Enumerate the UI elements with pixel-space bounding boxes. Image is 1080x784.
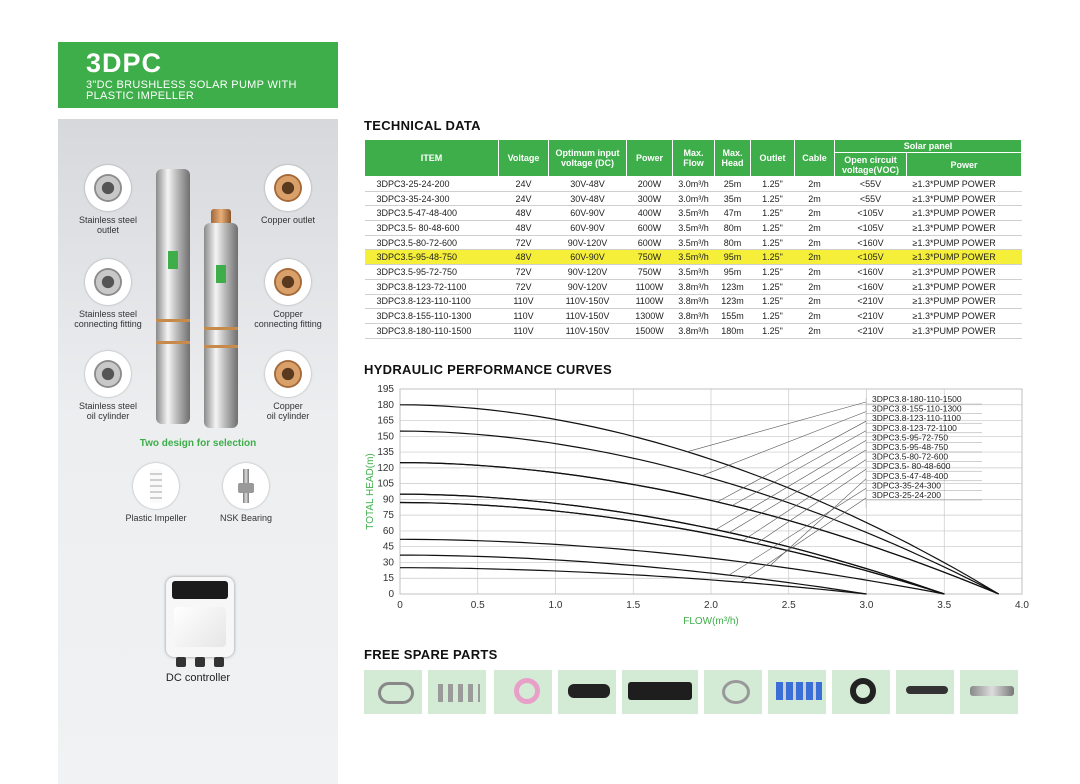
- performance-chart: [360, 380, 1040, 630]
- y-tick-label: 180: [377, 399, 394, 411]
- stainless-outlet-icon: [85, 165, 131, 211]
- table-cell: 3.8m³/h: [673, 309, 715, 324]
- nsk-bearing-icon: [223, 463, 269, 509]
- table-cell: <160V: [835, 279, 907, 294]
- table-row: [365, 177, 1022, 192]
- table-cell: 2m: [795, 309, 835, 324]
- table-cell: ≥1.3*PUMP POWER: [907, 206, 1022, 221]
- controller-label: DC controller: [165, 672, 231, 684]
- curves-title: HYDRAULIC PERFORMANCE CURVES: [364, 362, 612, 377]
- design-plastic-impeller: [118, 463, 194, 523]
- table-cell: 1.25": [751, 294, 795, 309]
- table-cell: 2m: [795, 323, 835, 338]
- table-cell: 1.25": [751, 265, 795, 280]
- table-cell: <210V: [835, 323, 907, 338]
- table-cell: 3.5m³/h: [673, 206, 715, 221]
- col-opt-voltage: Optimum input voltage (DC): [549, 140, 627, 177]
- dc-controller-icon: [166, 577, 234, 657]
- x-tick-label: 1.0: [548, 600, 563, 611]
- spare-part-tile: [896, 670, 954, 714]
- table-cell: <55V: [835, 177, 907, 192]
- table-cell: 2m: [795, 206, 835, 221]
- table-cell: 3.5m³/h: [673, 235, 715, 250]
- y-tick-label: 150: [377, 431, 394, 443]
- legend-entry: 3DPC3.8-180-110-1500: [872, 394, 962, 404]
- y-tick-label: 45: [382, 541, 394, 553]
- copper-outlet-icon: [265, 165, 311, 211]
- table-cell: 72V: [499, 265, 549, 280]
- table-cell: 2m: [795, 279, 835, 294]
- technical-table: [364, 139, 1022, 339]
- table-cell: <105V: [835, 206, 907, 221]
- table-cell: 60V-90V: [549, 221, 627, 236]
- table-cell: 90V-120V: [549, 279, 627, 294]
- part-label: Stainless steel oil cylinder: [78, 401, 138, 421]
- part-copper-cylinder: [248, 351, 328, 421]
- table-cell: 3.8m³/h: [673, 294, 715, 309]
- table-cell: 24V: [499, 177, 549, 192]
- table-row: [365, 309, 1022, 324]
- table-cell: 80m: [715, 235, 751, 250]
- design-label: Plastic Impeller: [125, 513, 187, 523]
- table-cell: 750W: [627, 265, 673, 280]
- table-cell: 47m: [715, 206, 751, 221]
- table-cell: 180m: [715, 323, 751, 338]
- spare-part-tile: [960, 670, 1018, 714]
- table-cell: 3DPC3.5-80-72-600: [365, 235, 499, 250]
- table-row: [365, 279, 1022, 294]
- table-cell: ≥1.3*PUMP POWER: [907, 279, 1022, 294]
- copper-fitting-icon: [265, 259, 311, 305]
- table-cell: ≥1.3*PUMP POWER: [907, 309, 1022, 324]
- table-cell: 2m: [795, 235, 835, 250]
- y-axis-label: TOTAL HEAD(m): [365, 453, 376, 530]
- legend-entry: 3DPC3.8-123-72-1100: [872, 422, 957, 433]
- table-cell: 3.5m³/h: [673, 250, 715, 265]
- y-tick-label: 90: [382, 494, 394, 506]
- product-panel: [58, 119, 338, 784]
- legend-entry: 3DPC3-25-24-200: [872, 490, 941, 500]
- table-cell: <210V: [835, 309, 907, 324]
- table-cell: 2m: [795, 265, 835, 280]
- chuck-icon: [970, 686, 1014, 696]
- table-cell: 750W: [627, 250, 673, 265]
- bolts-icon: [438, 684, 480, 702]
- heat-shrink-icon: [628, 682, 692, 700]
- product-subtitle: 3"DC BRUSHLESS SOLAR PUMP WITH PLASTIC IMPELLER: [86, 79, 297, 102]
- table-cell: 24V: [499, 191, 549, 206]
- table-row: [365, 221, 1022, 236]
- col-panel-power: Power: [907, 153, 1022, 177]
- table-cell: 1.25": [751, 177, 795, 192]
- table-cell: 3DPC3.8-123-110-1100: [365, 294, 499, 309]
- table-row: [365, 235, 1022, 250]
- part-label: Copper oil cylinder: [266, 401, 310, 421]
- table-row: [365, 265, 1022, 280]
- table-cell: 110V: [499, 294, 549, 309]
- part-label: Stainless steel connecting fitting: [74, 309, 142, 329]
- table-cell: 1100W: [627, 279, 673, 294]
- x-tick-label: 2.0: [704, 600, 718, 611]
- x-tick-label: 0: [397, 600, 403, 611]
- part-label: Copper outlet: [260, 215, 316, 225]
- part-label: Stainless steel outlet: [78, 215, 138, 235]
- table-cell: 3.8m³/h: [673, 323, 715, 338]
- table-cell: 110V-150V: [549, 323, 627, 338]
- col-cable: Cable: [795, 140, 835, 177]
- y-tick-label: 105: [377, 478, 394, 490]
- legend-entry: 3DPC3.5-95-72-750: [872, 432, 949, 443]
- table-cell: 3.5m³/h: [673, 265, 715, 280]
- x-tick-label: 4.0: [1015, 600, 1029, 611]
- table-cell: 110V-150V: [549, 309, 627, 324]
- table-cell: 123m: [715, 294, 751, 309]
- cable-joint-icon: [568, 684, 610, 698]
- y-tick-label: 15: [382, 573, 394, 585]
- spare-part-tile: [558, 670, 616, 714]
- two-design-label: Two design for selection: [139, 438, 257, 449]
- table-cell: 35m: [715, 191, 751, 206]
- table-cell: ≥1.3*PUMP POWER: [907, 177, 1022, 192]
- table-cell: 2m: [795, 177, 835, 192]
- table-cell: 3DPC3-25-24-200: [365, 177, 499, 192]
- y-tick-label: 165: [377, 415, 394, 427]
- table-row: [365, 206, 1022, 221]
- table-cell: 3DPC3.8-180-110-1500: [365, 323, 499, 338]
- col-voltage: Voltage: [499, 140, 549, 177]
- table-cell: 300W: [627, 191, 673, 206]
- table-cell: 1.25": [751, 323, 795, 338]
- table-cell: <105V: [835, 221, 907, 236]
- table-cell: 600W: [627, 221, 673, 236]
- table-cell: ≥1.3*PUMP POWER: [907, 294, 1022, 309]
- table-cell: 110V: [499, 309, 549, 324]
- y-tick-label: 0: [388, 589, 394, 600]
- table-cell: 3DPC3.8-123-72-1100: [365, 279, 499, 294]
- col-voc: Open circuit voltage(VOC): [835, 153, 907, 177]
- y-tick-label: 60: [382, 525, 394, 537]
- table-cell: 3DPC3.8-155-110-1300: [365, 309, 499, 324]
- part-copper-fitting: [244, 259, 332, 329]
- spare-part-tile: [768, 670, 826, 714]
- stainless-fitting-icon: [85, 259, 131, 305]
- spare-part-tile: [494, 670, 552, 714]
- spare-part-tile: [832, 670, 890, 714]
- table-cell: 95m: [715, 265, 751, 280]
- table-cell: 3DPC3-35-24-300: [365, 191, 499, 206]
- x-tick-label: 3.0: [859, 600, 874, 611]
- table-cell: 1.25": [751, 279, 795, 294]
- x-tick-label: 2.5: [781, 600, 796, 611]
- table-cell: 90V-120V: [549, 265, 627, 280]
- spare-part-tile: [428, 670, 486, 714]
- table-cell: 72V: [499, 235, 549, 250]
- spare-title: FREE SPARE PARTS: [364, 647, 498, 662]
- part-stainless-outlet: [68, 165, 148, 235]
- table-cell: 1300W: [627, 309, 673, 324]
- table-cell: 30V-48V: [549, 191, 627, 206]
- table-cell: 25m: [715, 177, 751, 192]
- table-cell: 3DPC3.5-95-72-750: [365, 265, 499, 280]
- y-tick-label: 30: [382, 557, 394, 569]
- product-model: 3DPC: [86, 48, 163, 78]
- y-tick-label: 135: [377, 447, 394, 459]
- legend-entry: 3DPC3.5-47-48-400: [872, 470, 949, 481]
- table-cell: ≥1.3*PUMP POWER: [907, 191, 1022, 206]
- table-cell: ≥1.3*PUMP POWER: [907, 323, 1022, 338]
- table-cell: ≥1.3*PUMP POWER: [907, 250, 1022, 265]
- part-stainless-cylinder: [68, 351, 148, 421]
- table-row: [365, 191, 1022, 206]
- table-cell: 1500W: [627, 323, 673, 338]
- table-cell: ≥1.3*PUMP POWER: [907, 235, 1022, 250]
- y-tick-label: 75: [382, 510, 394, 522]
- table-row: [365, 250, 1022, 265]
- table-cell: 1.25": [751, 309, 795, 324]
- table-cell: 600W: [627, 235, 673, 250]
- table-cell: 2m: [795, 221, 835, 236]
- x-tick-label: 1.5: [626, 600, 641, 611]
- table-cell: 1.25": [751, 206, 795, 221]
- table-cell: 3.0m³/h: [673, 191, 715, 206]
- x-tick-label: 3.5: [937, 600, 952, 611]
- spare-part-tile: [622, 670, 698, 714]
- table-cell: 1.25": [751, 191, 795, 206]
- spare-part-tile: [364, 670, 422, 714]
- x-axis-label: FLOW(m³/h): [683, 616, 739, 627]
- table-cell: 60V-90V: [549, 250, 627, 265]
- legend-entry: 3DPC3.5-95-48-750: [872, 442, 949, 452]
- table-cell: 48V: [499, 206, 549, 221]
- design-nsk-bearing: [208, 463, 284, 523]
- table-cell: 72V: [499, 279, 549, 294]
- table-cell: 2m: [795, 191, 835, 206]
- table-cell: 3DPC3.5-47-48-400: [365, 206, 499, 221]
- table-cell: 110V-150V: [549, 294, 627, 309]
- table-cell: 1.25": [751, 250, 795, 265]
- table-cell: <105V: [835, 250, 907, 265]
- table-cell: ≥1.3*PUMP POWER: [907, 221, 1022, 236]
- table-cell: 95m: [715, 250, 751, 265]
- legend-entry: 3DPC3.8-123-110-1100: [872, 413, 961, 424]
- col-max-head: Max. Head: [715, 140, 751, 177]
- legend-entry: 3DPC3.5-80-72-600: [872, 451, 949, 462]
- technical-title: TECHNICAL DATA: [364, 118, 481, 133]
- table-cell: 2m: [795, 250, 835, 265]
- table-cell: 1.25": [751, 221, 795, 236]
- table-cell: 3.0m³/h: [673, 177, 715, 192]
- insulation-tape-icon: [850, 678, 876, 704]
- carabiner-icon: [378, 682, 414, 704]
- table-cell: <160V: [835, 235, 907, 250]
- table-cell: 48V: [499, 221, 549, 236]
- table-row: [365, 323, 1022, 338]
- design-label: NSK Bearing: [219, 513, 273, 523]
- table-cell: <55V: [835, 191, 907, 206]
- table-cell: 3DPC3.5-95-48-750: [365, 250, 499, 265]
- col-max-flow: Max. Flow: [673, 140, 715, 177]
- legend-entry: 3DPC3.5- 80-48-600: [872, 461, 951, 472]
- table-row: [365, 294, 1022, 309]
- technical-table-body: [365, 177, 1022, 339]
- product-header: [58, 42, 338, 108]
- legend-entry: 3DPC3-35-24-300: [872, 480, 941, 491]
- terminal-icon: [776, 682, 822, 700]
- table-cell: <210V: [835, 294, 907, 309]
- tape-icon: [514, 678, 540, 704]
- table-cell: 155m: [715, 309, 751, 324]
- pump-stainless-icon: [156, 169, 190, 424]
- spare-part-tile: [704, 670, 762, 714]
- col-outlet: Outlet: [751, 140, 795, 177]
- table-cell: 200W: [627, 177, 673, 192]
- y-tick-label: 120: [377, 462, 394, 474]
- table-cell: 60V-90V: [549, 206, 627, 221]
- part-copper-outlet: [248, 165, 328, 225]
- y-tick-label: 195: [377, 384, 394, 395]
- table-cell: 1.25": [751, 235, 795, 250]
- part-label: Copper connecting fitting: [254, 309, 322, 329]
- table-cell: 2m: [795, 294, 835, 309]
- col-solar-panel: Solar panel: [835, 140, 1022, 153]
- table-cell: 400W: [627, 206, 673, 221]
- table-cell: 3.5m³/h: [673, 221, 715, 236]
- table-cell: 80m: [715, 221, 751, 236]
- table-cell: 48V: [499, 250, 549, 265]
- table-cell: 3DPC3.5- 80-48-600: [365, 221, 499, 236]
- table-cell: 110V: [499, 323, 549, 338]
- col-item: ITEM: [365, 140, 499, 177]
- x-tick-label: 0.5: [470, 600, 485, 611]
- table-cell: 30V-48V: [549, 177, 627, 192]
- part-stainless-fitting: [64, 259, 152, 329]
- table-cell: <160V: [835, 265, 907, 280]
- table-cell: 90V-120V: [549, 235, 627, 250]
- cable-tie-icon: [906, 686, 948, 694]
- table-cell: 3.8m³/h: [673, 279, 715, 294]
- stainless-cylinder-icon: [85, 351, 131, 397]
- table-cell: ≥1.3*PUMP POWER: [907, 265, 1022, 280]
- copper-cylinder-icon: [265, 351, 311, 397]
- pump-copper-icon: [204, 223, 238, 428]
- hose-clamp-icon: [722, 680, 750, 704]
- table-cell: 1100W: [627, 294, 673, 309]
- plastic-impeller-icon: [133, 463, 179, 509]
- table-cell: 123m: [715, 279, 751, 294]
- legend-entry: 3DPC3.8-155-110-1300: [872, 403, 962, 414]
- col-power: Power: [627, 140, 673, 177]
